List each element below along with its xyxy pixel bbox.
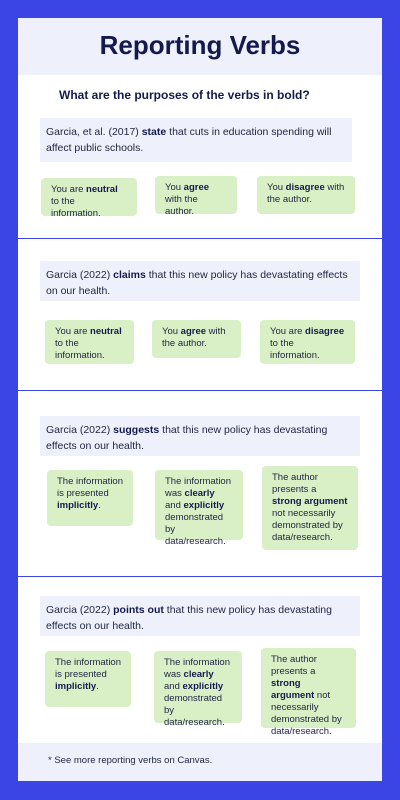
reporting-verb: points out bbox=[113, 604, 164, 616]
option-text: with the author. bbox=[162, 326, 226, 349]
option-keyword: clearly bbox=[184, 488, 215, 499]
option-text: The information is presented bbox=[55, 657, 122, 680]
section-divider bbox=[18, 238, 382, 239]
option-card bbox=[152, 320, 241, 358]
statement-text: that cuts in education spending will affect public schools. bbox=[46, 126, 332, 154]
option-keyword: explicitly bbox=[183, 500, 225, 511]
option-text: to the information. bbox=[55, 338, 105, 361]
option-keyword: agree bbox=[183, 182, 210, 193]
question-text: What are the purposes of the verbs in bold? bbox=[59, 88, 310, 102]
option-card bbox=[47, 470, 133, 526]
page-title: Reporting Verbs bbox=[99, 30, 301, 60]
header bbox=[18, 18, 382, 75]
statement-text: Garcia (2022) bbox=[46, 424, 114, 436]
option-card bbox=[154, 651, 242, 728]
option-keyword: strong argument bbox=[272, 496, 348, 507]
option-text: to the information. bbox=[51, 196, 101, 219]
option-text: The information was bbox=[164, 657, 231, 680]
option-card bbox=[262, 466, 358, 550]
option-text: with the author. bbox=[165, 194, 198, 217]
statement-text: that this new policy has devastating effects on our health. bbox=[46, 269, 348, 297]
option-text: and bbox=[165, 500, 184, 511]
option-text: demonstrated by data/research. bbox=[164, 693, 225, 728]
footer bbox=[18, 743, 382, 781]
option-text: The author presents a bbox=[272, 472, 318, 495]
option-text: You are bbox=[51, 184, 87, 195]
option-card bbox=[155, 470, 243, 547]
option-card bbox=[257, 176, 355, 214]
footnote: * See more reporting verbs on Canvas. bbox=[48, 755, 213, 766]
option-keyword: strong argument bbox=[271, 678, 315, 701]
statement-text: that this new policy has devastating effects on our health. bbox=[46, 604, 332, 632]
option-keyword: explicitly bbox=[182, 681, 224, 692]
option-keyword: disagree bbox=[305, 326, 345, 337]
statement-text: Garcia (2022) bbox=[46, 269, 114, 281]
option-text: with the author. bbox=[267, 182, 345, 205]
reporting-verb: suggests bbox=[113, 424, 160, 436]
statement-text: Garcia, et al. (2017) bbox=[46, 126, 142, 138]
statement-3 bbox=[40, 416, 360, 456]
section-divider bbox=[18, 390, 382, 391]
option-text: and bbox=[164, 681, 183, 692]
statement-2 bbox=[40, 261, 360, 301]
option-keyword: implicitly bbox=[57, 500, 99, 511]
statement-4 bbox=[40, 596, 360, 636]
section-divider bbox=[18, 576, 382, 577]
option-keyword: neutral bbox=[90, 326, 122, 337]
option-text: You bbox=[162, 326, 181, 337]
option-text: not necessarily demonstrated by data/research. bbox=[272, 508, 343, 543]
option-text: . bbox=[96, 681, 99, 692]
reporting-verb: state bbox=[141, 126, 167, 138]
option-keyword: disagree bbox=[285, 182, 325, 193]
option-text: The information is presented bbox=[57, 476, 124, 499]
statement-1 bbox=[40, 118, 352, 162]
option-text: not necessarily demonstrated by data/research. bbox=[271, 690, 342, 737]
option-text: demonstrated by data/research. bbox=[165, 512, 226, 547]
option-keyword: implicitly bbox=[55, 681, 97, 692]
option-text: You are bbox=[270, 326, 306, 337]
statement-text: Garcia (2022) bbox=[46, 604, 114, 616]
option-text: You bbox=[165, 182, 184, 193]
statement-text: that this new policy has devastating effects on our health. bbox=[46, 424, 328, 452]
option-text: You bbox=[267, 182, 286, 193]
option-card bbox=[45, 320, 134, 364]
infographic-card bbox=[18, 18, 382, 781]
option-card bbox=[155, 176, 237, 217]
option-card bbox=[261, 648, 356, 737]
option-text: to the information. bbox=[270, 338, 320, 361]
option-text: You are bbox=[55, 326, 91, 337]
option-keyword: agree bbox=[180, 326, 207, 337]
option-keyword: neutral bbox=[86, 184, 118, 195]
option-text: The author presents a bbox=[271, 654, 317, 677]
option-text: . bbox=[98, 500, 101, 511]
option-card bbox=[41, 178, 137, 219]
reporting-verb: claims bbox=[113, 269, 146, 281]
option-text: The information was bbox=[165, 476, 232, 499]
option-card bbox=[260, 320, 355, 364]
option-keyword: clearly bbox=[183, 669, 214, 680]
option-card bbox=[45, 651, 131, 707]
